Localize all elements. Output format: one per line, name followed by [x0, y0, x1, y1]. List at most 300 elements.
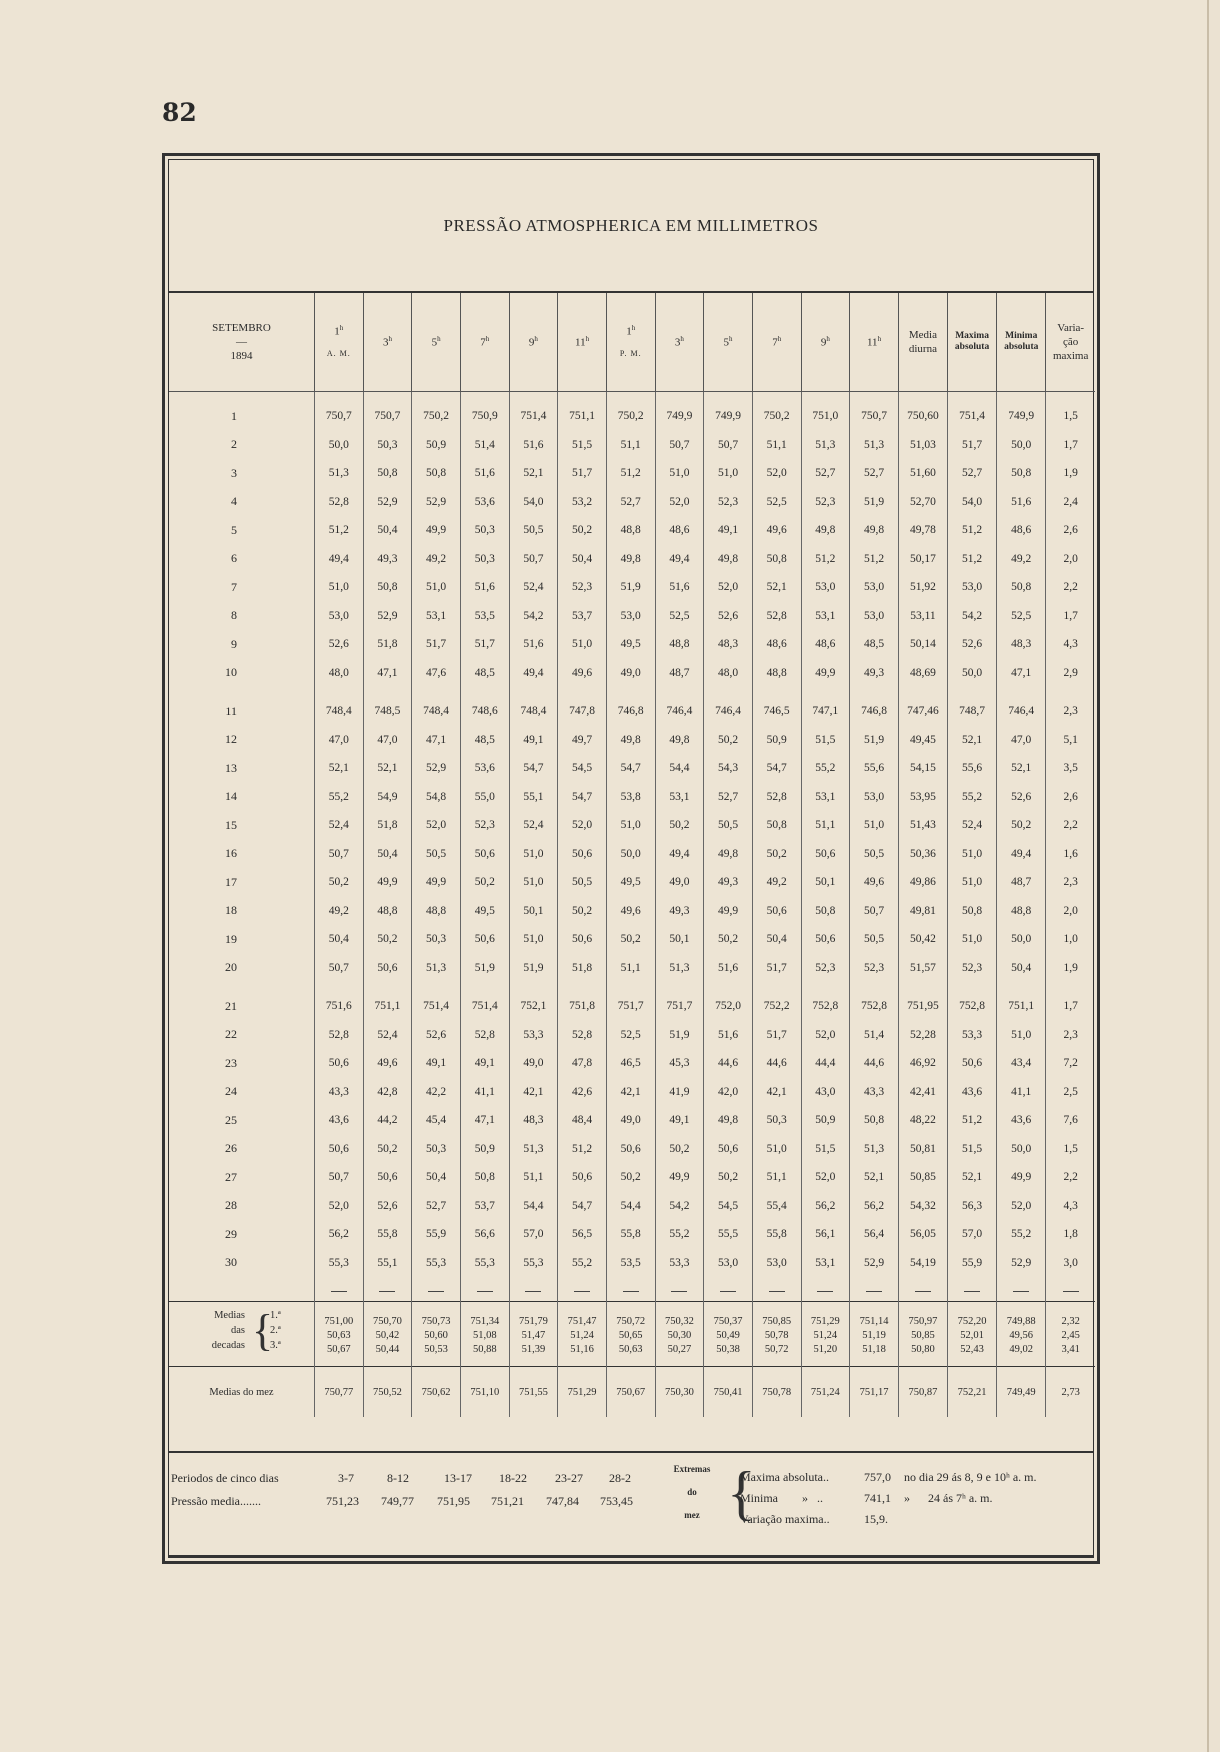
cell-value: 52,7	[801, 459, 850, 488]
cell-value: 746,4	[997, 697, 1046, 726]
table-row	[169, 1249, 1095, 1278]
day-number: 26	[224, 1141, 237, 1156]
cell-value: 53,5	[606, 1249, 655, 1278]
dash-mark	[623, 1291, 639, 1292]
cell-value: 53,0	[606, 602, 655, 631]
table-row	[169, 488, 1095, 517]
dash-mark	[525, 1291, 541, 1292]
table-row	[169, 1220, 1095, 1249]
decade-mean-value: 752,20	[957, 1315, 987, 1327]
header-hour: 9$^h$	[509, 293, 558, 392]
day-number: 30	[224, 1255, 237, 1270]
cell-value: 746,5	[752, 697, 801, 726]
cell-value: 752,8	[801, 992, 850, 1021]
decade-means-cell	[314, 1306, 363, 1367]
cell-value: 55,6	[850, 754, 899, 783]
cell-value: 53,7	[558, 602, 607, 631]
cell-value: 751,8	[558, 992, 607, 1021]
cell-value: 52,0	[314, 1192, 363, 1221]
cell-value: 49,3	[655, 897, 704, 926]
cell-value: 41,1	[460, 1078, 509, 1107]
extreme-maxima-value: 757,0	[864, 1470, 891, 1484]
header-hour: 7$^h$	[752, 293, 801, 392]
table-row	[169, 659, 1095, 688]
decade-means-cell	[558, 1306, 607, 1367]
cell-value: 746,4	[704, 697, 753, 726]
periods-label: Periodos de cinco dias	[171, 1471, 279, 1485]
day-number: 22	[224, 1027, 237, 1042]
table-row	[169, 1135, 1095, 1164]
cell-value: 48,69	[898, 659, 947, 688]
cell-value: 50,4	[314, 925, 363, 954]
cell-value: 52,0	[801, 1021, 850, 1050]
dash-cell	[606, 1277, 655, 1302]
cell-value: 52,3	[558, 573, 607, 602]
cell-value: 2,3	[1046, 1021, 1095, 1050]
spacer-cell	[801, 687, 850, 697]
decade-mean-value: 49,02	[1009, 1344, 1034, 1356]
cell-value: 47,1	[997, 659, 1046, 688]
table-frame	[162, 153, 1100, 1564]
header-month: SETEMBRO	[212, 321, 271, 334]
header-minima-absoluta: Minima absoluta	[997, 293, 1046, 392]
day-number: 8	[230, 608, 237, 623]
cell-value: 51,0	[948, 840, 997, 869]
cell-value: 48,3	[704, 630, 753, 659]
cell-value: 747,1	[801, 697, 850, 726]
cell-value: 49,6	[606, 897, 655, 926]
cell-value: 50,14	[898, 630, 947, 659]
cell-value: 51,6	[509, 431, 558, 460]
cell-value: 53,1	[801, 602, 850, 631]
cell-value: 48,8	[606, 516, 655, 545]
cell-value: 51,5	[558, 431, 607, 460]
cell-value: 54,7	[558, 1192, 607, 1221]
month-mean-value: 751,10	[460, 1367, 509, 1418]
cell-value: 48,5	[850, 630, 899, 659]
cell-value: 50,7	[509, 545, 558, 574]
cell-value: 50,3	[460, 516, 509, 545]
cell-value: 53,0	[314, 602, 363, 631]
decade-mean-value: 51,18	[862, 1344, 886, 1356]
header-hour: 1$^h$ A. M.	[314, 293, 363, 392]
cell-value: 53,95	[898, 783, 947, 812]
cell-value: 748,4	[314, 697, 363, 726]
cell-value: 49,5	[460, 897, 509, 926]
cell-value: 52,7	[704, 783, 753, 812]
cell-value: 55,1	[363, 1249, 412, 1278]
decade-mean-value: 51,08	[472, 1329, 497, 1341]
table-row	[169, 516, 1095, 545]
table-row	[169, 1192, 1095, 1221]
dash-cell	[1046, 1277, 1095, 1302]
cell-value: 4,3	[1046, 630, 1095, 659]
cell-value: 49,8	[704, 545, 753, 574]
cell-value: 54,0	[509, 488, 558, 517]
cell-value: 52,1	[752, 573, 801, 602]
cell-value: 52,3	[850, 954, 899, 983]
dash-cell	[898, 1277, 947, 1302]
spacer-cell	[948, 687, 997, 697]
cell-value: 50,4	[412, 1163, 461, 1192]
header-hour: 7$^h$	[460, 293, 509, 392]
cell-value: 54,7	[509, 754, 558, 783]
cell-value: 50,2	[558, 897, 607, 926]
cell-value: 50,5	[850, 925, 899, 954]
period-value: 8-12	[387, 1471, 409, 1485]
cell-value: 41,9	[655, 1078, 704, 1107]
cell-value: 49,3	[850, 659, 899, 688]
cell-value: 54,15	[898, 754, 947, 783]
cell-value: 752,8	[948, 992, 997, 1021]
cell-value: 50,2	[314, 868, 363, 897]
cell-value: 54,2	[948, 602, 997, 631]
spacer-cell	[460, 687, 509, 697]
decade-mean-value: 50,78	[764, 1329, 789, 1341]
cell-value: 751,4	[460, 992, 509, 1021]
cell-value: 52,3	[801, 954, 850, 983]
cell-value: 48,4	[558, 1106, 607, 1135]
decade-means-cell	[801, 1306, 850, 1367]
cell-value: 50,2	[606, 925, 655, 954]
cell-value: 49,0	[655, 868, 704, 897]
cell-value: 51,6	[509, 630, 558, 659]
cell-value: 51,2	[948, 1106, 997, 1135]
cell-value: 53,5	[460, 602, 509, 631]
cell-value: 50,3	[460, 545, 509, 574]
table-row	[169, 1163, 1095, 1192]
cell-value: 50,8	[752, 545, 801, 574]
cell-value: 750,7	[363, 402, 412, 431]
decade-mean-value: 50,63	[618, 1344, 643, 1356]
spacer-cell	[948, 982, 997, 992]
cell-value: 49,1	[509, 726, 558, 755]
cell-value: 55,9	[948, 1249, 997, 1278]
cell-value: 49,0	[606, 659, 655, 688]
spacer-cell	[558, 687, 607, 697]
header-month-year	[169, 293, 314, 392]
cell-value: 7,6	[1046, 1106, 1095, 1135]
cell-value: 53,0	[948, 573, 997, 602]
cell-value: 746,8	[850, 697, 899, 726]
cell-value: 46,92	[898, 1049, 947, 1078]
month-mean-value: 750,62	[412, 1367, 461, 1418]
dash-mark	[1063, 1291, 1079, 1292]
cell-value: 52,3	[704, 488, 753, 517]
cell-value: 746,4	[655, 697, 704, 726]
cell-value: 52,9	[363, 602, 412, 631]
cell-value: 51,0	[948, 925, 997, 954]
cell-value: 52,6	[412, 1021, 461, 1050]
cell-value: 55,8	[606, 1220, 655, 1249]
cell-value: 3,5	[1046, 754, 1095, 783]
cell-value: 50,42	[898, 925, 947, 954]
spacer-cell	[655, 392, 704, 403]
table-row	[169, 783, 1095, 812]
period-value: 23-27	[555, 1471, 583, 1485]
cell-value: 47,0	[997, 726, 1046, 755]
spacer-cell	[704, 687, 753, 697]
cell-value: 53,6	[460, 754, 509, 783]
cell-value: 49,5	[606, 868, 655, 897]
decade-mean-value: 750,32	[664, 1315, 694, 1327]
table-row	[169, 1049, 1095, 1078]
cell-value: 51,0	[412, 573, 461, 602]
cell-value: 749,9	[655, 402, 704, 431]
cell-value: 46,5	[606, 1049, 655, 1078]
cell-value: 50,5	[850, 840, 899, 869]
cell-value: 751,1	[363, 992, 412, 1021]
cell-value: 53,6	[460, 488, 509, 517]
decade-means-cell	[898, 1306, 947, 1367]
decade-mean-value: 51,47	[521, 1329, 546, 1341]
dash-cell	[997, 1277, 1046, 1302]
cell-value: 55,3	[412, 1249, 461, 1278]
cell-value: 53,3	[948, 1021, 997, 1050]
month-mean-value: 751,24	[801, 1367, 850, 1418]
table-row	[169, 1021, 1095, 1050]
dash-mark	[331, 1291, 347, 1292]
decade-mean-value: 3,41	[1061, 1344, 1080, 1356]
decade-mean-value: 50,38	[716, 1344, 740, 1356]
cell-value: 51,0	[850, 811, 899, 840]
dash-mark	[671, 1291, 687, 1292]
spacer-cell	[558, 982, 607, 992]
dash-label-cell	[169, 1277, 314, 1302]
cell-value: 50,8	[412, 459, 461, 488]
cell-value: 51,3	[509, 1135, 558, 1164]
cell-value: 50,2	[704, 726, 753, 755]
cell-value: 51,0	[314, 573, 363, 602]
decade-mean-value: 50,53	[424, 1344, 448, 1356]
day-number: 5	[230, 522, 237, 537]
cell-value: 55,2	[801, 754, 850, 783]
cell-value: 50,8	[363, 573, 412, 602]
decade-mean-value: 50,44	[375, 1344, 400, 1356]
decade-ordinal: 3.ª	[270, 1340, 281, 1352]
cell-value: 746,8	[606, 697, 655, 726]
cell-value: 51,6	[997, 488, 1046, 517]
extremes-label-3: mez	[684, 1510, 700, 1520]
cell-value: 54,32	[898, 1192, 947, 1221]
cell-value: 51,1	[606, 431, 655, 460]
cell-value: 56,5	[558, 1220, 607, 1249]
decade-means-cell	[655, 1306, 704, 1367]
cell-value: 50,6	[363, 954, 412, 983]
month-mean-value: 750,41	[704, 1367, 753, 1418]
table-row	[169, 840, 1095, 869]
table-row	[169, 402, 1095, 431]
dash-cell	[314, 1277, 363, 1302]
cell-value: 54,4	[606, 1192, 655, 1221]
cell-value: 49,45	[898, 726, 947, 755]
header-hour: 5$^h$	[704, 293, 753, 392]
cell-value: 50,2	[704, 925, 753, 954]
cell-value: 52,8	[314, 1021, 363, 1050]
decade-mean-value: 51,24	[570, 1329, 594, 1341]
cell-value: 49,3	[704, 868, 753, 897]
cell-value: 55,2	[997, 1220, 1046, 1249]
day-number: 29	[224, 1226, 237, 1241]
cell-value: 52,8	[314, 488, 363, 517]
cell-value: 47,1	[363, 659, 412, 688]
cell-value: 49,2	[997, 545, 1046, 574]
table-footer	[169, 1302, 1095, 1418]
cell-value: 751,4	[509, 402, 558, 431]
cell-value: 50,0	[948, 659, 997, 688]
table-row	[169, 573, 1095, 602]
cell-value: 51,2	[314, 516, 363, 545]
title-box	[169, 160, 1093, 293]
cell-value: 51,3	[850, 431, 899, 460]
dash-mark	[964, 1291, 980, 1292]
table-row	[169, 630, 1095, 659]
cell-value: 52,1	[509, 459, 558, 488]
cell-value: 51,1	[752, 1163, 801, 1192]
cell-value: 49,6	[752, 516, 801, 545]
spacer-cell	[1046, 982, 1095, 992]
spacer-cell	[606, 392, 655, 403]
spacer-cell	[509, 982, 558, 992]
cell-value: 53,0	[801, 573, 850, 602]
cell-value: 56,1	[801, 1220, 850, 1249]
cell-value: 51,6	[704, 1021, 753, 1050]
cell-value: 52,28	[898, 1021, 947, 1050]
cell-value: 54,2	[655, 1192, 704, 1221]
day-number: 12	[224, 732, 237, 747]
decade-mean-value: 51,16	[570, 1344, 594, 1356]
cell-value: 2,2	[1046, 1163, 1095, 1192]
dash-mark	[477, 1291, 493, 1292]
cell-value: 52,7	[606, 488, 655, 517]
cell-value: 48,0	[314, 659, 363, 688]
cell-value: 52,1	[948, 726, 997, 755]
cell-value: 750,60	[898, 402, 947, 431]
spacer-cell	[412, 982, 461, 992]
decade-mean-value: 751,34	[470, 1315, 500, 1327]
cell-value: 42,41	[898, 1078, 947, 1107]
cell-value: 751,7	[606, 992, 655, 1021]
cell-value: 50,2	[363, 1135, 412, 1164]
header-hour: 3$^h$	[363, 293, 412, 392]
cell-value: 50,8	[948, 897, 997, 926]
cell-value: 751,4	[948, 402, 997, 431]
cell-value: 55,3	[314, 1249, 363, 1278]
cell-value: 50,7	[314, 840, 363, 869]
cell-value: 51,7	[412, 630, 461, 659]
decade-mean-value: 50,63	[326, 1329, 351, 1341]
pressure-media-value: 753,45	[600, 1494, 633, 1508]
cell-value: 54,9	[363, 783, 412, 812]
dash-mark	[720, 1291, 736, 1292]
cell-value: 2,3	[1046, 697, 1095, 726]
cell-value: 50,0	[997, 925, 1046, 954]
cell-value: 51,6	[460, 459, 509, 488]
header-year: 1894	[230, 350, 253, 363]
cell-value: 748,5	[363, 697, 412, 726]
cell-value: 52,5	[997, 602, 1046, 631]
cell-value: 54,19	[898, 1249, 947, 1278]
cell-value: 44,4	[801, 1049, 850, 1078]
dash-mark	[817, 1291, 833, 1292]
cell-value: 51,0	[509, 868, 558, 897]
cell-value: 54,5	[558, 754, 607, 783]
cell-value: 43,6	[997, 1106, 1046, 1135]
header-hour: 11$^h$	[850, 293, 899, 392]
day-number: 24	[224, 1084, 237, 1099]
pressure-media-value: 749,77	[381, 1494, 414, 1508]
table-row	[169, 754, 1095, 783]
cell-value: 50,2	[704, 1163, 753, 1192]
cell-value: 50,8	[997, 459, 1046, 488]
dash-cell	[850, 1277, 899, 1302]
cell-value: 50,1	[801, 868, 850, 897]
cell-value: 747,8	[558, 697, 607, 726]
month-means-row	[169, 1367, 1095, 1418]
period-value: 28-2	[609, 1471, 631, 1485]
cell-value: 56,2	[801, 1192, 850, 1221]
cell-value: 51,0	[752, 1135, 801, 1164]
decade-means-label	[169, 1306, 314, 1367]
cell-value: 1,8	[1046, 1220, 1095, 1249]
table-row	[169, 1078, 1095, 1107]
cell-value: 52,4	[948, 811, 997, 840]
decade-mean-value: 50,72	[764, 1344, 789, 1356]
table-row	[169, 459, 1095, 488]
cell-value: 750,9	[460, 402, 509, 431]
cell-value: 48,5	[460, 726, 509, 755]
cell-value: 50,6	[704, 1135, 753, 1164]
decade-ordinal: 1.ª	[270, 1310, 281, 1321]
cell-value: 43,4	[997, 1049, 1046, 1078]
spacer-cell	[363, 687, 412, 697]
spacer-cell	[363, 982, 412, 992]
cell-value: 50,7	[314, 1163, 363, 1192]
decade-label-line: decadas	[211, 1340, 245, 1352]
decade-mean-value: 51,39	[521, 1344, 546, 1356]
cell-value: 51,4	[850, 1021, 899, 1050]
table-row	[169, 925, 1095, 954]
cell-value: 51,3	[412, 954, 461, 983]
decade-label-line: das	[231, 1325, 245, 1337]
cell-value: 55,2	[948, 783, 997, 812]
spacer-cell	[460, 982, 509, 992]
cell-value: 52,0	[752, 459, 801, 488]
table-title: PRESSÃO ATMOSPHERICA EM MILLIMETROS	[443, 216, 819, 235]
cell-value: 51,0	[509, 925, 558, 954]
cell-value: 49,6	[850, 868, 899, 897]
cell-value: 49,9	[412, 868, 461, 897]
header-hour: 1$^h$ P. M.	[606, 293, 655, 392]
decade-mean-value: 750,73	[421, 1315, 451, 1327]
cell-value: 49,8	[850, 516, 899, 545]
cell-value: 50,8	[850, 1106, 899, 1135]
cell-value: 50,5	[509, 516, 558, 545]
cell-value: 44,6	[752, 1049, 801, 1078]
cell-value: 52,0	[655, 488, 704, 517]
cell-value: 51,7	[752, 1021, 801, 1050]
cell-value: 749,9	[704, 402, 753, 431]
cell-value: 50,2	[997, 811, 1046, 840]
dash-cell	[655, 1277, 704, 1302]
cell-value: 48,7	[655, 659, 704, 688]
month-mean-value: 750,87	[898, 1367, 947, 1418]
decade-ordinals	[270, 1308, 281, 1354]
cell-value: 52,70	[898, 488, 947, 517]
cell-value: 54,7	[558, 783, 607, 812]
cell-value: 43,6	[314, 1106, 363, 1135]
cell-value: 50,2	[363, 925, 412, 954]
